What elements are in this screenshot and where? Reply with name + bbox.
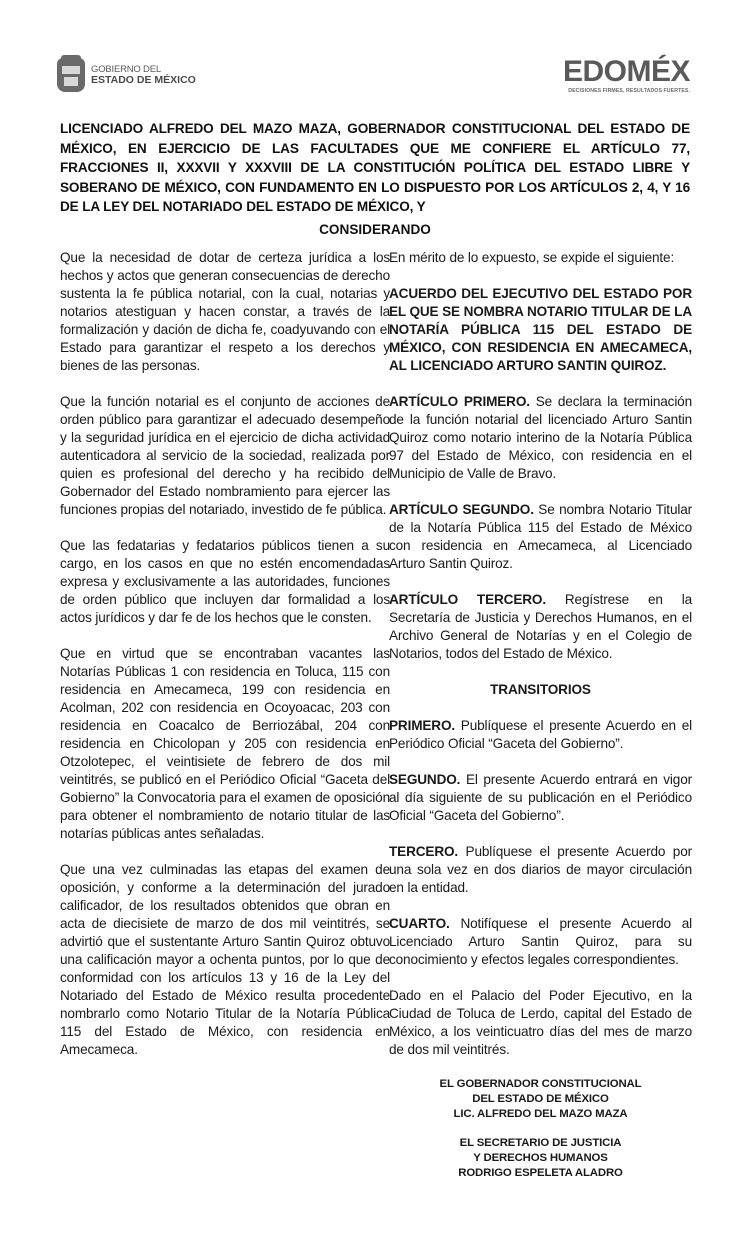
considerando-paragraph-3: Que las fedatarias y fedatarios públicos tienen a su cargo, en los casos en que no estén encomendadas expresa y exclusivamente a las autoridades, funciones de orden público que incluyen dar formalidad a los actos jurídicos y dar fe de los hechos que le consten.	[60, 538, 390, 625]
edomex-brand: EDOMÉX	[562, 55, 690, 88]
transitorio-text: El presente Acuerdo entrará en vigor al día siguiente de su publicación en el Periódico Oficial “Gaceta del Gobierno”.	[389, 772, 692, 823]
considerando-paragraph-1: Que la necesidad de dotar de certeza jurídica a los hechos y actos que generan consecuencias de derecho sustenta la fe pública notarial, con la cual, notarias y notarios atestiguan y hacen constar, a través de la formalización y dación de dicha fe, coadyuvando con el Estado para garantizar el respeto a los derechos y bienes de las personas.	[60, 250, 390, 373]
article-label: ARTÍCULO SEGUNDO.	[389, 502, 534, 517]
gobierno-estado-mexico-logo	[57, 58, 196, 92]
signature-line: Y DERECHOS HUMANOS	[473, 1152, 608, 1164]
article-text: Se declara la terminación de la función notarial del licenciado Arturo Santin Quiroz como notario interino de la Notaría Pública 97 del Estado de México, con residencia en el Municipio de Valle de Bravo.	[389, 394, 693, 481]
articulo-segundo	[389, 501, 692, 573]
signature-name: RODRIGO ESPELETA ALADRO	[458, 1167, 623, 1179]
signature-line: EL GOBERNADOR CONSTITUCIONAL	[439, 1078, 642, 1090]
signature-line: EL SECRETARIO DE JUSTICIA	[459, 1137, 622, 1149]
transitorio-cuarto	[389, 915, 692, 969]
article-text: Se nombra Notario Titular de la Notaría Pública 115 del Estado de México con residencia en Amecameca, al Licenciado Arturo Santin Quiroz.	[389, 502, 693, 571]
transitorios-heading: TRANSITORIOS	[490, 682, 591, 697]
intro-paragraph: En mérito de lo expuesto, se expide el siguiente:	[389, 250, 675, 265]
preamble: LICENCIADO ALFREDO DEL MAZO MAZA, GOBERNADOR CONSTITUCIONAL DEL ESTADO DE MÉXICO, EN EJERCICIO DE LAS FACULTADES QUE ME CONFIERE EL ARTÍCULO 77, FRACCIONES II, XXXVII Y XXXVIII DE LA CONSTITUCIÓN POLÍTICA DEL ESTADO LIBRE Y SOBERANO DE MÉXICO, CON FUNDAMENTO EN LO DISPUESTO POR LOS ARTÍCULOS 2, 4, Y 16 DE LA LEY DEL NOTARIADO DEL ESTADO DE MÉXICO, Y	[60, 121, 690, 214]
signature-governor	[389, 1077, 692, 1122]
article-text: Regístrese en la Secretaría de Justicia y Derechos Humanos, en el Archivo General de Notarías y en el Colegio de Notarios, todos del Estado de México.	[389, 592, 692, 661]
transitorio-label: SEGUNDO.	[389, 772, 461, 787]
transitorio-text: Publíquese el presente Acuerdo en el Periódico Oficial “Gaceta del Gobierno”.	[389, 718, 692, 751]
closing-paragraph: Dado en el Palacio del Poder Ejecutivo, en la Ciudad de Toluca de Lerdo, capital del Estado de México, a los veinticuatro días del mes de marzo de dos mil veintitrés.	[389, 988, 692, 1057]
signature-name: LIC. ALFREDO DEL MAZO MAZA	[453, 1108, 628, 1120]
articulo-tercero	[389, 591, 692, 663]
considerando-heading: CONSIDERANDO	[319, 222, 431, 237]
logo-line-1: GOBIERNO DEL	[91, 64, 161, 75]
transitorio-tercero	[389, 843, 692, 897]
signature-secretary	[389, 1136, 692, 1181]
transitorio-primero	[389, 717, 692, 753]
transitorio-text: Notifíquese el presente Acuerdo al Licenciado Arturo Santin Quiroz, para su conocimiento y efectos legales correspondientes.	[389, 916, 692, 967]
state-crest-icon	[57, 58, 85, 92]
transitorio-text: Publíquese el presente Acuerdo por una sola vez en dos diarios de mayor circulación en la entidad.	[389, 844, 692, 895]
article-label: ARTÍCULO TERCERO.	[389, 592, 546, 607]
considerando-paragraph-5: Que una vez culminadas las etapas del examen de oposición, y conforme a la determinación del jurado calificador, de los resultados obtenidos que obran en acta de diecisiete de marzo de dos mil veintitrés, se advirtió que el sustentante Arturo Santin Quiroz obtuvo una calificación mayor a ochenta puntos, por lo que de conformidad con los artículos 13 y 16 de la Ley del Notariado del Estado de México resulta procedente nombrarlo como Notario Titular de la Notaría Pública 115 del Estado de México, con residencia en Amecameca.	[60, 862, 390, 1057]
acuerdo-title: ACUERDO DEL EJECUTIVO DEL ESTADO POR EL QUE SE NOMBRA NOTARIO TITULAR DE LA NOTARÍA PÚBLICA 115 DEL ESTADO DE MÉXICO, CON RESIDENCIA EN AMECAMECA, AL LICENCIADO ARTURO SANTIN QUIROZ.	[389, 286, 692, 373]
logo-line-2: ESTADO DE MÉXICO	[91, 74, 196, 86]
right-column	[389, 249, 692, 1195]
transitorio-label: TERCERO.	[389, 844, 459, 859]
transitorio-label: PRIMERO.	[389, 718, 456, 733]
edomex-tagline: DECISIONES FIRMES, RESULTADOS FUERTES.	[568, 88, 690, 94]
considerando-paragraph-2: Que la función notarial es el conjunto de acciones de orden público para garantizar el adecuado desempeño y la seguridad jurídica en el ejercicio de dicha actividad autenticadora al servicio de la sociedad, realizada por quien es profesional del derecho y ha recibido del Gobernador del Estado nombramiento para ejercer las funciones propias del notariado, investido de fe pública.	[60, 394, 390, 517]
articulo-primero	[389, 393, 692, 483]
considerando-paragraph-4: Que en virtud que se encontraban vacantes las Notarías Públicas 1 con residencia en Toluca, 115 con residencia en Amecameca, 199 con residencia en Acolman, 202 con residencia en Ocoyoacac, 203 con residencia en Coacalco de Berriozábal, 204 con residencia en Chicolopan y 205 con residencia en Otzolotepec, el veintisiete de febrero de dos mil veintitrés, se publicó en el Periódico Oficial “Gaceta del Gobierno” la Convocatoria para el examen de oposición para obtener el nombramiento de notario titular de las notarías públicas antes señaladas.	[60, 646, 390, 841]
article-label: ARTÍCULO PRIMERO.	[389, 394, 530, 409]
signature-line: DEL ESTADO DE MÉXICO	[472, 1093, 609, 1105]
transitorio-segundo	[389, 771, 692, 825]
edomex-logo	[563, 57, 690, 94]
left-column	[60, 249, 390, 1077]
transitorio-label: CUARTO.	[389, 916, 450, 931]
